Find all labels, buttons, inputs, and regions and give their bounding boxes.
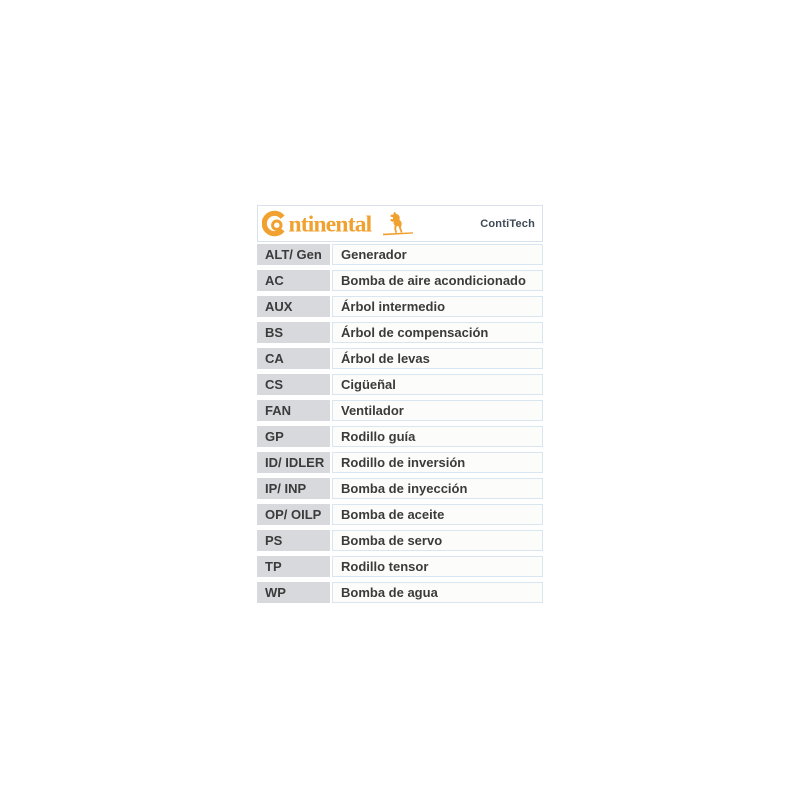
description-cell: Rodillo guía	[332, 426, 543, 447]
description-cell: Bomba de aire acondicionado	[332, 270, 543, 291]
table-row	[257, 582, 543, 603]
table-row	[257, 348, 543, 369]
horse-ground-swash	[383, 232, 413, 235]
description-cell: Árbol de compensación	[332, 322, 543, 343]
table-row	[257, 270, 543, 291]
abbreviation-cell: FAN	[257, 400, 330, 421]
table-row	[257, 530, 543, 551]
abbreviation-cell: ID/ IDLER	[257, 452, 330, 473]
abbreviation-cell: AUX	[257, 296, 330, 317]
table-row	[257, 244, 543, 265]
table-row	[257, 296, 543, 317]
abbreviation-cell: OP/ OILP	[257, 504, 330, 525]
contitech-logo: ContiTech	[480, 217, 535, 230]
description-cell: Rodillo tensor	[332, 556, 543, 577]
rearing-horse-icon	[390, 212, 402, 233]
continental-o-mark	[273, 221, 281, 229]
table-row	[257, 374, 543, 395]
table-row	[257, 556, 543, 577]
abbreviation-cell: WP	[257, 582, 330, 603]
description-cell: Bomba de inyección	[332, 478, 543, 499]
table-row	[257, 478, 543, 499]
table-row	[257, 426, 543, 447]
abbreviation-cell: GP	[257, 426, 330, 447]
description-cell: Cigüeñal	[332, 374, 543, 395]
table-row	[257, 452, 543, 473]
description-cell: Rodillo de inversión	[332, 452, 543, 473]
continental-wordmark: ntinental	[288, 211, 372, 237]
table-row	[257, 504, 543, 525]
description-cell: Árbol de levas	[332, 348, 543, 369]
description-cell: Bomba de agua	[332, 582, 543, 603]
abbreviation-rows	[257, 244, 543, 603]
table-row	[257, 322, 543, 343]
description-cell: Bomba de servo	[332, 530, 543, 551]
abbreviation-cell: PS	[257, 530, 330, 551]
abbreviation-cell: CA	[257, 348, 330, 369]
abbreviation-cell: ALT/ Gen	[257, 244, 330, 265]
description-cell: Ventilador	[332, 400, 543, 421]
table-row	[257, 400, 543, 421]
abbreviation-cell: CS	[257, 374, 330, 395]
brand-header	[257, 205, 543, 242]
abbreviation-cell: IP/ INP	[257, 478, 330, 499]
continental-logo	[262, 210, 414, 237]
abbreviation-cell: AC	[257, 270, 330, 291]
legend-table	[257, 205, 543, 603]
description-cell: Generador	[332, 244, 543, 265]
abbreviation-cell: BS	[257, 322, 330, 343]
description-cell: Bomba de aceite	[332, 504, 543, 525]
description-cell: Árbol intermedio	[332, 296, 543, 317]
abbreviation-cell: TP	[257, 556, 330, 577]
